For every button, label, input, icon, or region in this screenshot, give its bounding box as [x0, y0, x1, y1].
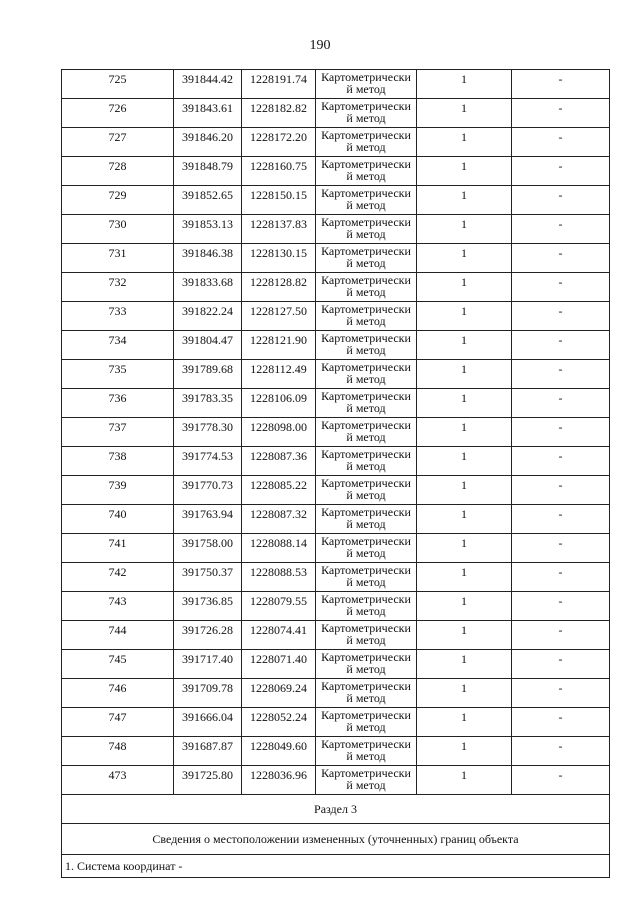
table-row — [62, 273, 610, 302]
accuracy-cell: 1 — [417, 476, 512, 505]
method-cell — [316, 737, 417, 766]
method-cell — [316, 186, 417, 215]
point-number-cell: 735 — [62, 360, 174, 389]
note-cell: - — [512, 389, 610, 418]
method-cell — [316, 766, 417, 795]
accuracy-cell: 1 — [417, 244, 512, 273]
note-cell: - — [512, 186, 610, 215]
point-number-cell: 744 — [62, 621, 174, 650]
point-number-cell: 742 — [62, 563, 174, 592]
method-text: Картометрический метод — [321, 621, 411, 647]
coord-x-cell: 391717.40 — [174, 650, 242, 679]
method-cell — [316, 244, 417, 273]
coord-x-cell: 391709.78 — [174, 679, 242, 708]
note-cell: - — [512, 128, 610, 157]
coord-x-cell: 391844.42 — [174, 70, 242, 99]
coord-y-cell: 1228036.96 — [242, 766, 316, 795]
section-heading-row — [62, 795, 610, 824]
coord-y-cell: 1228150.15 — [242, 186, 316, 215]
note-cell: - — [512, 621, 610, 650]
note-cell: - — [512, 331, 610, 360]
table-row — [62, 70, 610, 99]
point-number-cell: 736 — [62, 389, 174, 418]
method-cell — [316, 505, 417, 534]
table-row — [62, 302, 610, 331]
coord-x-cell: 391666.04 — [174, 708, 242, 737]
method-text: Картометрический метод — [321, 331, 411, 357]
coord-x-cell: 391843.61 — [174, 99, 242, 128]
point-number-cell: 728 — [62, 157, 174, 186]
table-row — [62, 476, 610, 505]
accuracy-cell: 1 — [417, 331, 512, 360]
accuracy-cell: 1 — [417, 418, 512, 447]
table-row — [62, 592, 610, 621]
method-text: Картометрический метод — [321, 476, 411, 502]
method-text: Картометрический метод — [321, 592, 411, 618]
coord-y-cell: 1228128.82 — [242, 273, 316, 302]
coord-y-cell: 1228069.24 — [242, 679, 316, 708]
table-row — [62, 331, 610, 360]
note-cell: - — [512, 592, 610, 621]
accuracy-cell: 1 — [417, 128, 512, 157]
table-row — [62, 447, 610, 476]
note-cell: - — [512, 476, 610, 505]
method-cell — [316, 476, 417, 505]
accuracy-cell: 1 — [417, 186, 512, 215]
table-row — [62, 389, 610, 418]
accuracy-cell: 1 — [417, 708, 512, 737]
table-row — [62, 99, 610, 128]
accuracy-cell: 1 — [417, 360, 512, 389]
method-cell — [316, 418, 417, 447]
method-cell — [316, 128, 417, 157]
accuracy-cell: 1 — [417, 447, 512, 476]
coord-y-cell: 1228137.83 — [242, 215, 316, 244]
method-cell — [316, 70, 417, 99]
method-text: Картометрический метод — [321, 244, 411, 270]
coord-y-cell: 1228172.20 — [242, 128, 316, 157]
point-number-cell: 747 — [62, 708, 174, 737]
coord-x-cell: 391687.87 — [174, 737, 242, 766]
accuracy-cell: 1 — [417, 766, 512, 795]
method-text: Картометрический метод — [321, 679, 411, 705]
note-cell: - — [512, 273, 610, 302]
method-cell — [316, 447, 417, 476]
coord-x-cell: 391789.68 — [174, 360, 242, 389]
note-cell: - — [512, 360, 610, 389]
coord-x-cell: 391846.38 — [174, 244, 242, 273]
table-row — [62, 215, 610, 244]
point-number-cell: 734 — [62, 331, 174, 360]
coord-x-cell: 391783.35 — [174, 389, 242, 418]
coord-x-cell: 391770.73 — [174, 476, 242, 505]
note-cell: - — [512, 244, 610, 273]
accuracy-cell: 1 — [417, 389, 512, 418]
point-number-cell: 741 — [62, 534, 174, 563]
note-cell: - — [512, 418, 610, 447]
coord-x-cell: 391852.65 — [174, 186, 242, 215]
point-number-cell: 725 — [62, 70, 174, 99]
note-cell: - — [512, 737, 610, 766]
method-text: Картометрический метод — [321, 128, 411, 154]
coord-y-cell: 1228098.00 — [242, 418, 316, 447]
point-number-cell: 748 — [62, 737, 174, 766]
section-heading: Раздел 3 — [62, 795, 610, 824]
note-cell: - — [512, 215, 610, 244]
coord-y-cell: 1228087.32 — [242, 505, 316, 534]
note-cell: - — [512, 563, 610, 592]
method-cell — [316, 302, 417, 331]
method-text: Картометрический метод — [321, 215, 411, 241]
method-text: Картометрический метод — [321, 273, 411, 299]
coord-system-row — [62, 855, 610, 878]
method-text: Картометрический метод — [321, 186, 411, 212]
method-cell — [316, 679, 417, 708]
point-number-cell: 726 — [62, 99, 174, 128]
method-text: Картометрический метод — [321, 360, 411, 386]
table-row — [62, 534, 610, 563]
method-cell — [316, 215, 417, 244]
coord-x-cell: 391758.00 — [174, 534, 242, 563]
table-row — [62, 186, 610, 215]
method-cell — [316, 331, 417, 360]
method-cell — [316, 592, 417, 621]
point-number-cell: 739 — [62, 476, 174, 505]
table-row — [62, 766, 610, 795]
method-text: Картометрический метод — [321, 157, 411, 183]
method-text: Картометрический метод — [321, 766, 411, 792]
coord-y-cell: 1228049.60 — [242, 737, 316, 766]
point-number-cell: 733 — [62, 302, 174, 331]
coord-x-cell: 391804.47 — [174, 331, 242, 360]
accuracy-cell: 1 — [417, 273, 512, 302]
accuracy-cell: 1 — [417, 737, 512, 766]
accuracy-cell: 1 — [417, 563, 512, 592]
coord-y-cell: 1228079.55 — [242, 592, 316, 621]
method-text: Картометрический метод — [321, 737, 411, 763]
section-title-row — [62, 824, 610, 855]
table-row — [62, 244, 610, 273]
note-cell: - — [512, 302, 610, 331]
coord-system-label: 1. Система координат - — [62, 855, 610, 878]
point-number-cell: 737 — [62, 418, 174, 447]
coord-y-cell: 1228106.09 — [242, 389, 316, 418]
note-cell: - — [512, 70, 610, 99]
method-cell — [316, 650, 417, 679]
coord-x-cell: 391750.37 — [174, 563, 242, 592]
coord-x-cell: 391736.85 — [174, 592, 242, 621]
method-text: Картометрический метод — [321, 302, 411, 328]
accuracy-cell: 1 — [417, 505, 512, 534]
note-cell: - — [512, 157, 610, 186]
table-row — [62, 505, 610, 534]
point-number-cell: 738 — [62, 447, 174, 476]
table-row — [62, 360, 610, 389]
page-number: 190 — [309, 38, 331, 53]
coord-y-cell: 1228071.40 — [242, 650, 316, 679]
accuracy-cell: 1 — [417, 99, 512, 128]
accuracy-cell: 1 — [417, 679, 512, 708]
coord-y-cell: 1228127.50 — [242, 302, 316, 331]
coord-y-cell: 1228121.90 — [242, 331, 316, 360]
coord-y-cell: 1228087.36 — [242, 447, 316, 476]
coord-x-cell: 391725.80 — [174, 766, 242, 795]
note-cell: - — [512, 447, 610, 476]
table-row — [62, 563, 610, 592]
method-cell — [316, 621, 417, 650]
method-text: Картометрический метод — [321, 99, 411, 125]
method-text: Картометрический метод — [321, 418, 411, 444]
coord-x-cell: 391833.68 — [174, 273, 242, 302]
note-cell: - — [512, 679, 610, 708]
coordinates-table — [61, 69, 610, 878]
table-row — [62, 418, 610, 447]
method-text: Картометрический метод — [321, 70, 411, 96]
accuracy-cell: 1 — [417, 592, 512, 621]
point-number-cell: 745 — [62, 650, 174, 679]
table-row — [62, 157, 610, 186]
note-cell: - — [512, 650, 610, 679]
coord-x-cell: 391778.30 — [174, 418, 242, 447]
coord-y-cell: 1228160.75 — [242, 157, 316, 186]
method-text: Картометрический метод — [321, 389, 411, 415]
table-row — [62, 128, 610, 157]
note-cell: - — [512, 505, 610, 534]
table-body — [62, 70, 610, 795]
coord-y-cell: 1228130.15 — [242, 244, 316, 273]
coord-y-cell: 1228085.22 — [242, 476, 316, 505]
point-number-cell: 727 — [62, 128, 174, 157]
point-number-cell: 732 — [62, 273, 174, 302]
accuracy-cell: 1 — [417, 302, 512, 331]
coord-x-cell: 391763.94 — [174, 505, 242, 534]
table-row — [62, 708, 610, 737]
method-text: Картометрический метод — [321, 708, 411, 734]
section-title: Сведения о местоположении измененных (уточненных) границ объекта — [62, 824, 610, 855]
note-cell: - — [512, 534, 610, 563]
coord-x-cell: 391846.20 — [174, 128, 242, 157]
coord-y-cell: 1228191.74 — [242, 70, 316, 99]
table-row — [62, 679, 610, 708]
point-number-cell: 729 — [62, 186, 174, 215]
coord-x-cell: 391853.13 — [174, 215, 242, 244]
accuracy-cell: 1 — [417, 534, 512, 563]
accuracy-cell: 1 — [417, 215, 512, 244]
coord-y-cell: 1228052.24 — [242, 708, 316, 737]
coord-y-cell: 1228088.53 — [242, 563, 316, 592]
method-cell — [316, 563, 417, 592]
note-cell: - — [512, 766, 610, 795]
coord-y-cell: 1228074.41 — [242, 621, 316, 650]
method-cell — [316, 708, 417, 737]
note-cell: - — [512, 99, 610, 128]
point-number-cell: 730 — [62, 215, 174, 244]
method-text: Картометрический метод — [321, 447, 411, 473]
point-number-cell: 743 — [62, 592, 174, 621]
coord-y-cell: 1228112.49 — [242, 360, 316, 389]
point-number-cell: 746 — [62, 679, 174, 708]
method-text: Картометрический метод — [321, 563, 411, 589]
method-text: Картометрический метод — [321, 650, 411, 676]
accuracy-cell: 1 — [417, 621, 512, 650]
accuracy-cell: 1 — [417, 157, 512, 186]
table-row — [62, 621, 610, 650]
coord-x-cell: 391822.24 — [174, 302, 242, 331]
coord-x-cell: 391774.53 — [174, 447, 242, 476]
method-text: Картометрический метод — [321, 505, 411, 531]
note-cell: - — [512, 708, 610, 737]
coord-x-cell: 391726.28 — [174, 621, 242, 650]
method-cell — [316, 99, 417, 128]
point-number-cell: 473 — [62, 766, 174, 795]
method-cell — [316, 389, 417, 418]
coord-y-cell: 1228182.82 — [242, 99, 316, 128]
point-number-cell: 740 — [62, 505, 174, 534]
method-cell — [316, 534, 417, 563]
accuracy-cell: 1 — [417, 650, 512, 679]
table-row — [62, 737, 610, 766]
method-text: Картометрический метод — [321, 534, 411, 560]
table-row — [62, 650, 610, 679]
coord-x-cell: 391848.79 — [174, 157, 242, 186]
point-number-cell: 731 — [62, 244, 174, 273]
method-cell — [316, 360, 417, 389]
accuracy-cell: 1 — [417, 70, 512, 99]
coord-y-cell: 1228088.14 — [242, 534, 316, 563]
method-cell — [316, 157, 417, 186]
method-cell — [316, 273, 417, 302]
